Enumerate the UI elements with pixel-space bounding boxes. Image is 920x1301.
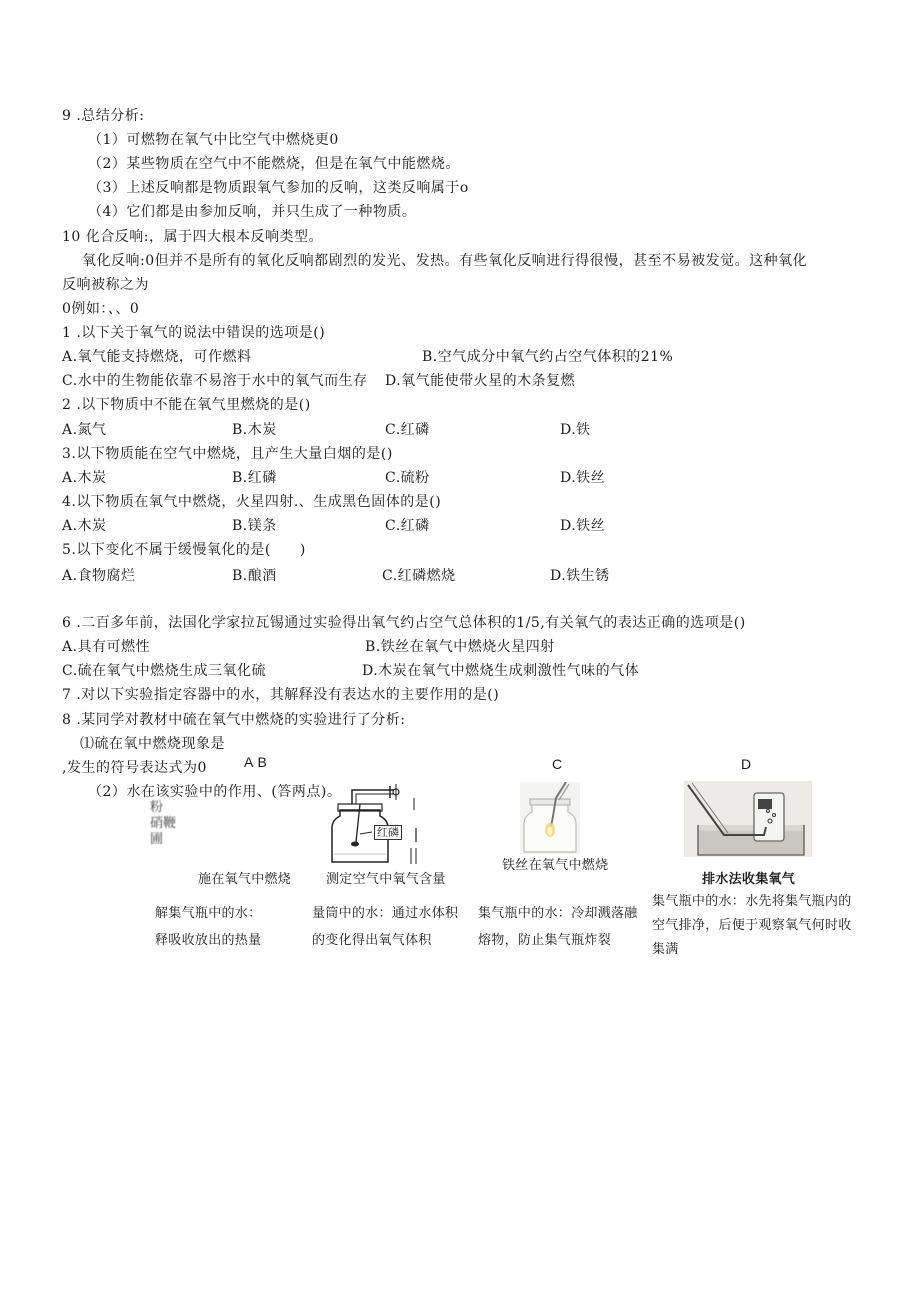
q8-sub2: ,发生的符号表达式为0	[62, 760, 207, 776]
caption-water-displacement: 排水法收集氧气	[702, 872, 796, 887]
section10-line2: 氧化反响:0但并不是所有的氧化反响都剧烈的发光、发热。有些氧化反响进行得很慢，甚至不易被发觉。这种氧化	[82, 253, 808, 269]
caption-sulfur: 施在氧气中燃烧	[198, 872, 292, 887]
q3-stem: 3.以下物质能在空气中燃烧，且产生大量白烟的是()	[62, 446, 393, 462]
section10-line4: 0例如：、、0	[62, 301, 140, 317]
q2-option-b: B.木炭	[232, 422, 277, 438]
q5-option-a: A.食物腐烂	[62, 568, 136, 584]
q4-option-a: A.木炭	[62, 518, 107, 534]
q8-sub1: ⑴硫在氧中燃烧现象是	[80, 736, 225, 752]
explain-c-line1: 集气瓶中的水：冷却溅落融	[478, 906, 638, 921]
q4-option-d: D.铁丝	[560, 518, 606, 534]
figure-a-scan-text: 粉 硝鞭 圃	[150, 800, 177, 847]
q7-stem: 7 .对以下实验指定容器中的水，其解释没有表达水的主要作用的是()	[62, 687, 500, 703]
caption-oxygen-content: 测定空气中氧气含量	[326, 872, 446, 887]
section9-item-2: （2）某些物质在空气中不能燃烧，但是在氧气中能燃烧。	[88, 156, 460, 172]
figure-label-c: C	[552, 756, 563, 772]
q3-option-c: C.硫粉	[385, 470, 430, 486]
q4-stem: 4.以下物质在氧气中燃烧，火星四射.、生成黑色固体的是()	[62, 494, 442, 510]
q5-option-c: C.红磷燃烧	[382, 568, 456, 584]
section9-title: 9 .总结分析:	[62, 108, 145, 124]
q6-option-d: D.木炭在氧气中燃烧生成刺激性气味的气体	[362, 663, 640, 679]
explain-d-line2: 空气排净，后便于观察氧气何时收	[652, 918, 852, 933]
section9-item-1: （1）可燃物在氧气中比空气中燃烧更0	[88, 132, 339, 148]
q3-option-a: A.木炭	[62, 470, 107, 486]
q5-stem: 5.以下变化不属于缓慢氧化的是( )	[62, 542, 306, 558]
explain-b-line2: 的变化得出氧气体积	[312, 933, 432, 948]
explain-c-line2: 熔物，防止集气瓶炸裂	[478, 933, 612, 948]
explain-d-line1: 集气瓶中的水：水先将集气瓶内的	[652, 894, 852, 909]
q8-stem: 8 .某同学对教材中硫在氧气中燃烧的实验进行了分析:	[62, 712, 406, 728]
q6-option-b: B.铁丝在氧气中燃烧火星四射	[365, 639, 555, 655]
section9-item-3: （3）上述反响都是物质跟氧气参加的反响，这类反响属于o	[88, 180, 469, 196]
figure-label-d: D	[741, 756, 752, 772]
explain-a-line1: 解集气瓶中的水：	[155, 906, 262, 921]
q6-option-c: C.硫在氧气中燃烧生成三氧化硫	[62, 663, 267, 679]
q5-option-b: B.酿酒	[232, 568, 277, 584]
q1-stem: 1 .以下关于氧气的说法中错误的选项是()	[62, 325, 326, 341]
q4-option-b: B.镁条	[232, 518, 277, 534]
q1-option-a: A.氧气能支持燃烧，可作燃料	[62, 349, 252, 365]
q2-option-d: D.铁	[560, 422, 591, 438]
explain-b-line1: 量筒中的水：通过水体积	[312, 906, 459, 921]
red-phosphorus-label: 红磷	[374, 825, 402, 840]
section10-line3: 反响被称之为	[62, 277, 149, 293]
q1-option-c: C.水中的生物能依靠不易溶于水中的氧气而生存	[62, 373, 368, 389]
q2-stem: 2 .以下物质中不能在氧气里燃烧的是()	[62, 397, 311, 413]
q8-sub3: （2）水在该实验中的作用、(答两点)。	[88, 784, 342, 800]
section10-line1: 10 化合反响:，属于四大根本反响类型。	[62, 229, 323, 245]
iron-wire-jar-image	[520, 782, 580, 854]
q1-option-d: D.氧气能使带火星的木条复燃	[385, 373, 576, 389]
q6-option-a: A.具有可燃性	[62, 639, 151, 655]
q3-option-d: D.铁丝	[560, 470, 606, 486]
q3-option-b: B.红磷	[232, 470, 277, 486]
q4-option-c: C.红磷	[385, 518, 430, 534]
explain-d-line3: 集满	[652, 942, 679, 957]
figure-label-ab: A B	[244, 754, 268, 770]
explain-a-line2: 释吸收放出的热量	[155, 933, 262, 948]
q2-option-a: A.氮气	[62, 422, 107, 438]
q6-stem: 6 .二百多年前，法国化学家拉瓦锡通过实验得出氧气约占空气总体积的1/5,有关氧气的表达正确的选项是()	[62, 615, 746, 631]
q2-option-c: C.红磷	[385, 422, 430, 438]
q1-option-b: B.空气成分中氧气约占空气体积的21%	[422, 349, 674, 365]
water-displacement-image	[684, 781, 812, 857]
section9-item-4: （4）它们都是由参加反响，并只生成了一种物质。	[88, 204, 417, 220]
q5-option-d: D.铁生锈	[550, 568, 610, 584]
caption-iron-wire: 铁丝在氧气中燃烧	[502, 858, 609, 873]
